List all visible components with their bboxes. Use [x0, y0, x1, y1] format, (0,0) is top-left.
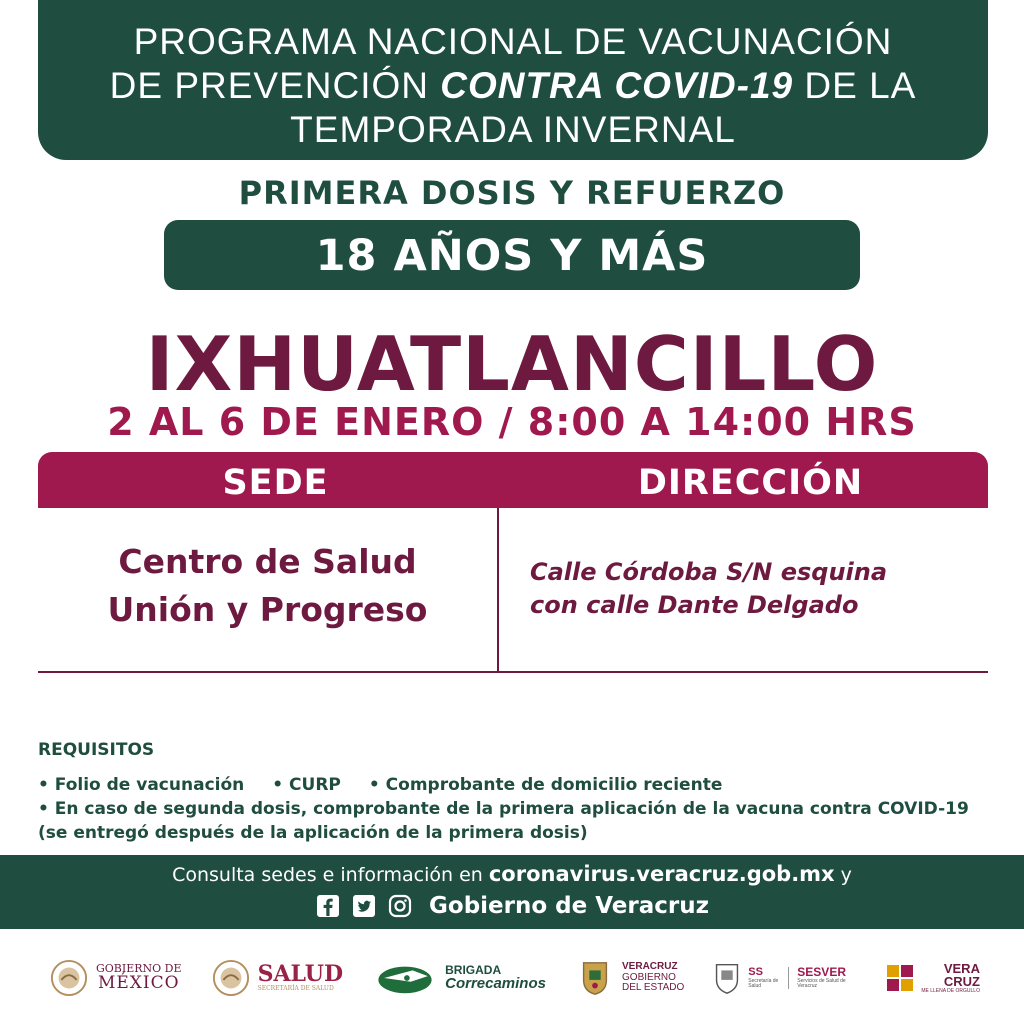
logo-gob-line-2: MÉXICO	[97, 972, 180, 993]
consulta-prefix: Consulta sedes e información en	[172, 864, 489, 886]
title-emphasis: CONTRA COVID-19	[440, 65, 794, 106]
logo-salud-line-1: SALUD	[257, 961, 344, 988]
twitter-icon[interactable]	[351, 893, 377, 919]
requirement-curp: • CURP	[272, 775, 341, 795]
table-bottom-line	[38, 671, 988, 673]
title-line-2	[38, 64, 988, 108]
requirement-folio: • Folio de vacunación	[38, 775, 245, 795]
facebook-icon[interactable]	[315, 893, 341, 919]
logo-vera-line-3: ME LLENA DE ORGULLO	[921, 988, 980, 995]
date-time-range: 2 AL 6 DE ENERO / 8:00 A 14:00 HRS	[107, 400, 917, 444]
salud-seal-icon	[212, 959, 250, 997]
logo-veracruz-gobierno	[576, 959, 684, 997]
title-line-3: TEMPORADA INVERNAL	[290, 109, 736, 150]
logo-ss-line-1: SS	[748, 965, 763, 978]
logo-veracruz-line-1: VERACRUZ	[622, 961, 678, 973]
website-link[interactable]: coronavirus.veracruz.gob.mx	[488, 862, 835, 886]
sponsor-logos	[50, 950, 980, 1006]
consulta-text	[0, 862, 1024, 886]
mexico-seal-icon	[50, 959, 88, 997]
title-line-2-pre: DE PREVENCIÓN	[109, 65, 441, 106]
logo-sesver-line-2: Servicios de Salud de Veracruz	[797, 978, 846, 990]
logo-sesver-line-1: SESVER	[797, 965, 846, 980]
logo-vera-line-1: VERA	[943, 960, 980, 976]
city-name: IXHUATLANCILLO	[145, 320, 879, 408]
address-line-1: Calle Córdoba S/N esquina	[530, 558, 888, 586]
logo-veracruz-line-2: GOBIERNO	[622, 971, 676, 983]
veracruz-shield-icon	[576, 959, 614, 997]
sede-line-2: Unión y Progreso	[107, 590, 428, 629]
requirement-second-dose: • En caso de segunda dosis, comprobante de la primera aplicación de la vacuna contra COVID-19 (se entregó después de la aplicación de la primera dosis)	[38, 799, 969, 843]
logo-veracruz-orgullo	[887, 959, 980, 997]
logo-ss-line-2: Secretaría de Salud	[748, 977, 779, 989]
logo-brigada-line-1: BRIGADA	[445, 962, 502, 977]
logo-salud-line-2: SECRETARÍA DE SALUD	[257, 985, 334, 993]
logo-salud	[212, 959, 344, 997]
logo-brigada-line-2: Correcaminos	[445, 975, 546, 993]
requirements-title: REQUISITOS	[38, 740, 155, 760]
social-handle[interactable]: Gobierno de Veracruz	[429, 893, 709, 919]
footer-bar	[0, 855, 1024, 929]
logo-vera-line-2: CRUZ	[943, 974, 980, 990]
logo-ss-sesver	[714, 959, 857, 997]
correcaminos-icon	[373, 959, 437, 997]
header-sede: SEDE	[222, 463, 329, 503]
age-group-badge: 18 AÑOS Y MÁS	[164, 220, 860, 290]
consulta-suffix: y	[834, 864, 852, 886]
logo-brigada-correcaminos	[373, 959, 546, 997]
social-row	[0, 893, 1024, 919]
address-value	[530, 556, 980, 622]
instagram-icon[interactable]	[387, 893, 413, 919]
title-line-2-post: DE LA	[793, 65, 917, 106]
logo-gob-line-1: GOBIERNO DE	[96, 962, 182, 976]
column-divider	[497, 508, 499, 672]
logo-veracruz-line-3: DEL ESTADO	[622, 982, 685, 994]
sede-line-1: Centro de Salud	[118, 542, 417, 581]
ss-shield-icon	[714, 959, 740, 997]
requirements-row-1	[38, 773, 988, 797]
title-line-1: PROGRAMA NACIONAL DE VACUNACIÓN	[133, 21, 893, 62]
dose-subtitle: PRIMERA DOSIS Y REFUERZO	[238, 174, 786, 212]
title-banner	[38, 0, 988, 160]
veracruz-pattern-icon	[887, 959, 913, 997]
header-direccion: DIRECCIÓN	[637, 463, 864, 503]
logo-gobierno-mexico	[50, 959, 182, 997]
table-header	[38, 452, 988, 508]
sede-value	[38, 538, 497, 634]
address-line-2: con calle Dante Delgado	[530, 591, 859, 619]
requirement-domicilio: • Comprobante de domicilio reciente	[368, 775, 723, 795]
